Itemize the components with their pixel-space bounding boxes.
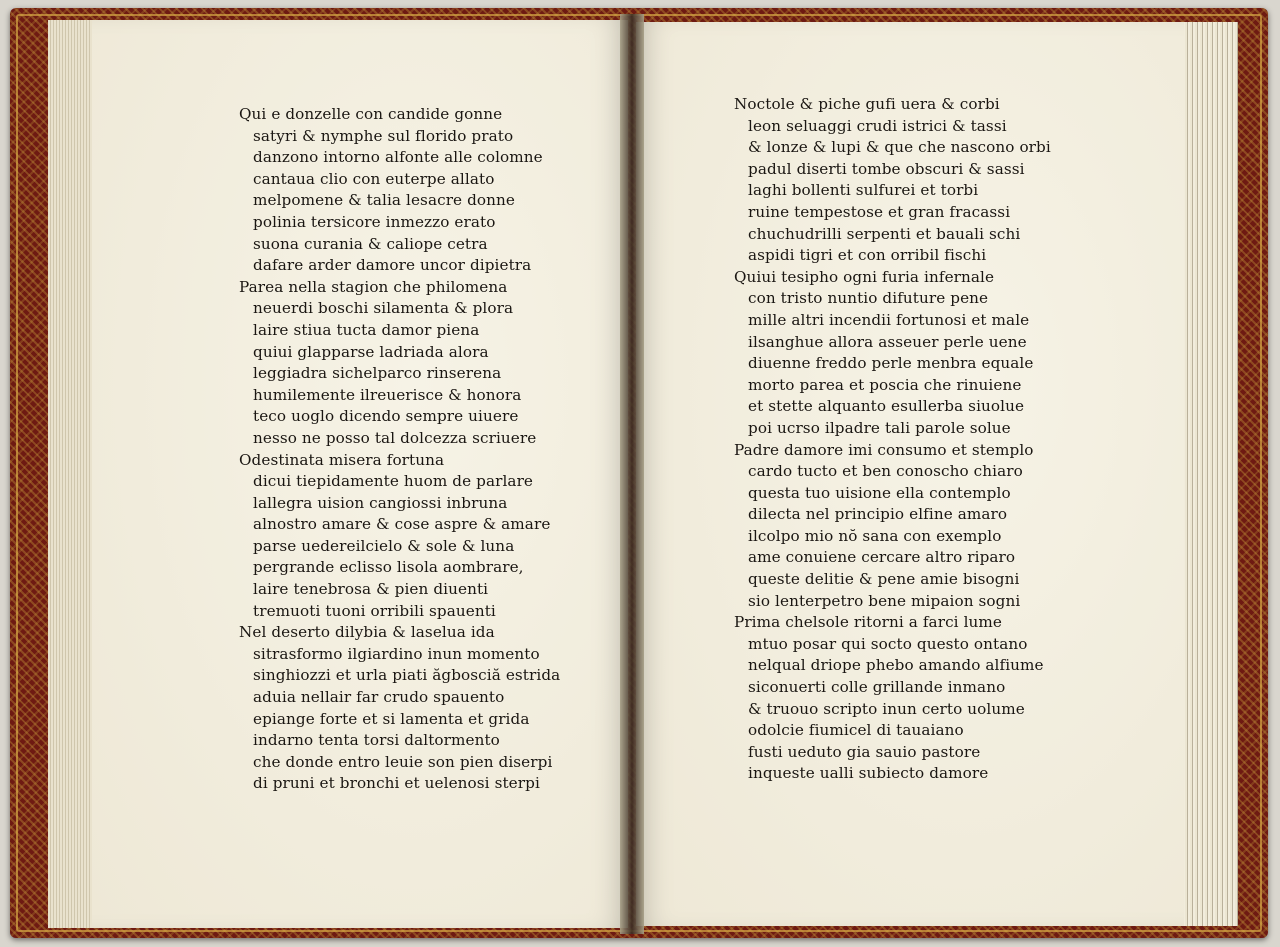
verse-line: laghi bollenti sulfurei et torbi	[748, 181, 979, 200]
verse-line: satyri & nymphe sul florido prato	[253, 126, 514, 145]
left-page-edges	[48, 20, 98, 928]
book-gutter	[620, 14, 644, 934]
right-page-verse	[734, 94, 1051, 785]
verse-line: dilecta nel principio elfine amaro	[748, 505, 1008, 524]
verse-line: Padre damore imi consumo et stemplo	[734, 440, 1034, 459]
verse-line: & lonze & lupi & que che nascono orbi	[748, 138, 1051, 157]
verse-line: & truouo scripto inun certo uolume	[748, 699, 1025, 718]
verse-line: Parea nella stagion che philomena	[239, 277, 508, 296]
verse-line: alnostro amare & cose aspre & amare	[253, 515, 551, 534]
verse-line: epiange forte et si lamenta et grida	[253, 709, 530, 728]
verse-line: morto parea et poscia che rinuiene	[748, 375, 1022, 394]
verse-line: queste delitie & pene amie bisogni	[748, 570, 1020, 589]
verse-line: chuchudrilli serpenti et bauali schi	[748, 224, 1021, 243]
verse-line: quiui glapparse ladriada alora	[253, 342, 489, 361]
verse-line: parse uedereilcielo & sole & luna	[253, 536, 515, 555]
verse-line: ame conuiene cercare altro riparo	[748, 548, 1016, 567]
verse-line: mtuo posar qui socto questo ontano	[748, 634, 1028, 653]
verse-line: con tristo nuntio difuture pene	[748, 289, 989, 308]
verse-line: fusti ueduto gia sauio pastore	[748, 742, 981, 761]
verse-line: sitrasformo ilgiardino inun momento	[253, 644, 540, 663]
verse-line: aspidi tigri et con orribil fischi	[748, 246, 987, 265]
verse-line: cantaua clio con euterpe allato	[253, 169, 495, 188]
verse-line: dafare arder damore uncor dipietra	[253, 256, 532, 275]
verse-line: indarno tenta torsi daltormento	[253, 731, 500, 750]
verse-line: leon seluaggi crudi istrici & tassi	[748, 116, 1007, 135]
verse-line: suona curania & caliope cetra	[253, 234, 488, 253]
verse-line: humilemente ilreuerisce & honora	[253, 385, 522, 404]
verse-line: questa tuo uisione ella contemplo	[748, 483, 1011, 502]
verse-line: neuerdi boschi silamenta & plora	[253, 299, 514, 318]
verse-line: pergrande eclisso lisola aombrare,	[253, 558, 524, 577]
verse-line: laire tenebrosa & pien diuenti	[253, 580, 489, 599]
verse-line: diuenne freddo perle menbra equale	[748, 354, 1034, 373]
verse-line: aduia nellair far crudo spauento	[253, 688, 505, 707]
verse-line: Prima chelsole ritorni a farci lume	[734, 613, 1002, 632]
verse-line: polinia tersicore inmezzo erato	[253, 212, 496, 231]
verse-line: ilsanghue allora asseuer perle uene	[748, 332, 1027, 351]
verse-line: odolcie fiumicel di tauaiano	[748, 721, 964, 740]
verse-line: Noctole & piche gufi uera & corbi	[734, 95, 1000, 113]
verse-line: nesso ne posso tal dolcezza scriuere	[253, 428, 537, 447]
verse-line: teco uoglo dicendo sempre uiuere	[253, 407, 519, 426]
verse-line: Nel deserto dilybia & laselua ida	[239, 623, 495, 642]
verse-line: Quiui tesipho ogni furia infernale	[734, 267, 995, 286]
verse-line: inqueste ualli subiecto damore	[748, 764, 989, 783]
verse-line: danzono intorno alfonte alle colomne	[253, 148, 543, 167]
verse-line: padul diserti tombe obscuri & sassi	[748, 159, 1025, 178]
verse-line: Odestinata misera fortuna	[239, 450, 445, 469]
verse-line: mille altri incendii fortunosi et male	[748, 310, 1030, 329]
verse-line: di pruni et bronchi et uelenosi sterpi	[253, 774, 540, 793]
left-page-verse	[239, 104, 560, 795]
verse-line: leggiadra sichelparco rinserena	[253, 364, 502, 383]
verse-line: ilcolpo mio nŏ sana con exemplo	[748, 526, 1002, 545]
verse-line: nelqual driope phebo amando alfiume	[748, 656, 1044, 675]
verse-line: dicui tiepidamente huom de parlare	[253, 472, 534, 491]
verse-line: laire stiua tucta damor piena	[253, 320, 480, 339]
verse-line: lallegra uision cangiossi inbruna	[253, 493, 508, 512]
verse-line: sio lenterpetro bene mipaion sogni	[748, 591, 1021, 610]
right-page-edges	[1180, 22, 1238, 926]
verse-line: Qui e donzelle con candide gonne	[239, 105, 503, 123]
verse-line: che donde entro leuie son pien diserpi	[253, 752, 553, 771]
verse-line: poi ucrso ilpadre tali parole solue	[748, 418, 1011, 437]
verse-line: singhiozzi et urla piati ăgbosciă estrida	[253, 666, 561, 685]
verse-line: et stette alquanto esullerba siuolue	[748, 397, 1025, 416]
verse-line: melpomene & talia lesacre donne	[253, 191, 515, 210]
verse-line: cardo tucto et ben conoscho chiaro	[748, 462, 1023, 481]
verse-line: siconuerti colle grillande inmano	[748, 678, 1006, 697]
verse-line: ruine tempestose et gran fracassi	[748, 202, 1011, 221]
verse-line: tremuoti tuoni orribili spauenti	[253, 601, 496, 620]
